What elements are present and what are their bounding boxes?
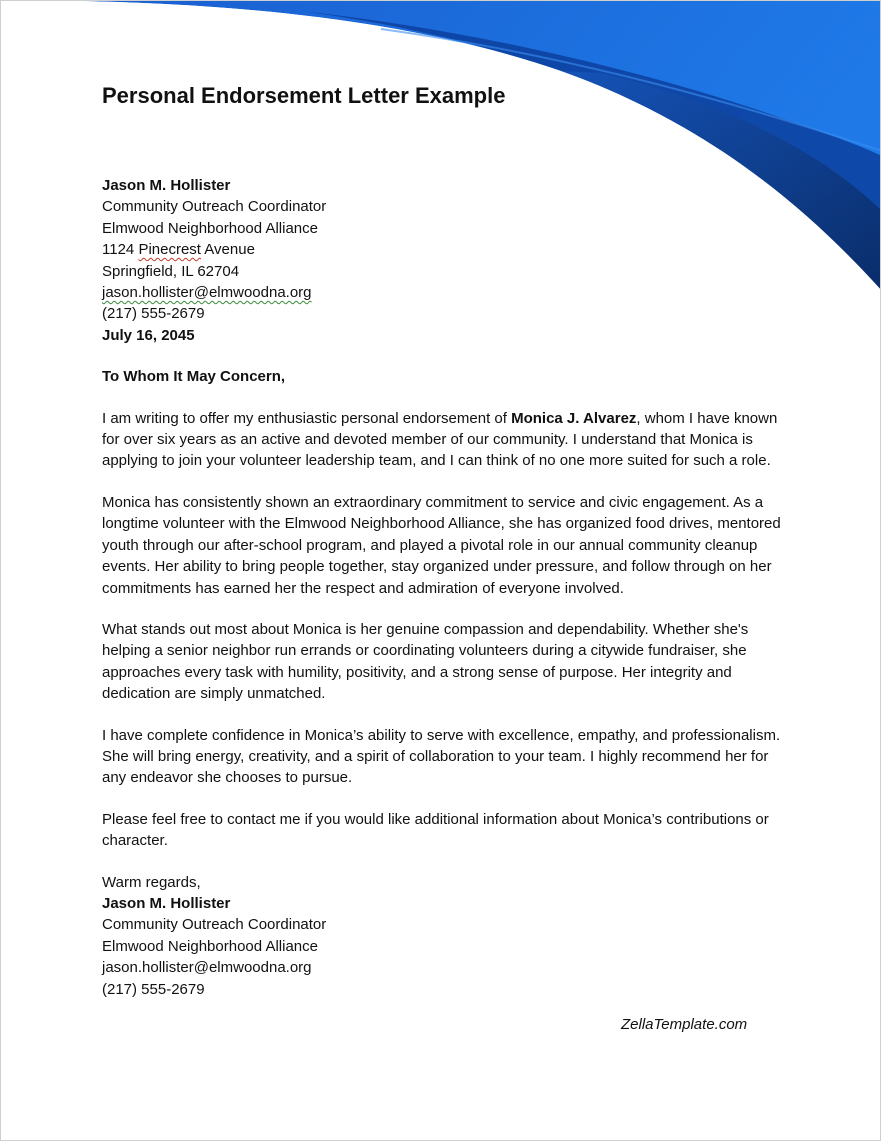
signature-block	[102, 872, 792, 1000]
signature-position: Community Outreach Coordinator	[102, 916, 327, 934]
sender-name: Jason M. Hollister	[102, 177, 231, 194]
sender-email: jason.hollister@elmwoodna.org	[102, 284, 312, 302]
sender-phone: (217) 555-2679	[102, 305, 205, 323]
street-type: Avenue	[200, 241, 255, 259]
street-name-misspelled: Pinecrest	[138, 241, 201, 259]
paragraph-5: Please feel free to contact me if you would like additional information about Monica’s contributions or character.	[102, 810, 769, 850]
signature-organization: Elmwood Neighborhood Alliance	[102, 937, 318, 955]
street-number: 1124	[102, 241, 139, 259]
signature-phone: (217) 555-2679	[102, 980, 205, 998]
sender-block	[102, 175, 792, 346]
letter-date: July 16, 2045	[102, 326, 195, 344]
sender-street	[102, 239, 792, 260]
paragraph-1-intro: I am writing to offer my enthusiastic personal endorsement of	[102, 409, 512, 427]
page-title: Personal Endorsement Letter Example	[102, 83, 506, 108]
paragraph-3: What stands out most about Monica is her genuine compassion and dependability. Whether she's helping a senior neighbor run errands or coordinating volunteers during a citywide fundraiser, she approaches every task with humility, positivity, and a strong sense of purpose. Her integrity and dedication are simply unmatched.	[102, 620, 749, 703]
salutation: To Whom It May Concern,	[102, 368, 286, 386]
sender-city-state-zip: Springfield, IL 62704	[102, 262, 240, 280]
brand-watermark: ZellaTemplate.com	[621, 1016, 748, 1033]
paragraph-1	[102, 408, 792, 472]
signature-name: Jason M. Hollister	[102, 894, 231, 912]
closing: Warm regards,	[102, 873, 201, 891]
paragraph-1-rest: , whom I have known for over six years as an active and devoted member of our community. I understand that Monica is applying to join your volunteer leadership team, and I can think of no one more suited for such a role.	[102, 409, 778, 470]
letter-body	[102, 175, 792, 1000]
sender-organization: Elmwood Neighborhood Alliance	[102, 219, 318, 237]
candidate-name: Monica J. Alvarez	[511, 409, 637, 427]
signature-email: jason.hollister@elmwoodna.org	[102, 959, 312, 977]
paragraph-2: Monica has consistently shown an extraordinary commitment to service and civic engagement. As a longtime volunteer with the Elmwood Neighborhood Alliance, she has organized food drives, mentored youth through our after-school program, and played a pivotal role in our annual community cleanup events. Her ability to bring people together, stay organized under pressure, and follow through on her commitments has earned her the respect and admiration of everyone involved.	[102, 493, 781, 597]
sender-position: Community Outreach Coordinator	[102, 198, 327, 216]
paragraph-4: I have complete confidence in Monica’s ability to serve with excellence, empathy, and professionalism. She will bring energy, creativity, and a spirit of collaboration to your team. I highly recommend her for any endeavor she chooses to pursue.	[102, 726, 781, 787]
